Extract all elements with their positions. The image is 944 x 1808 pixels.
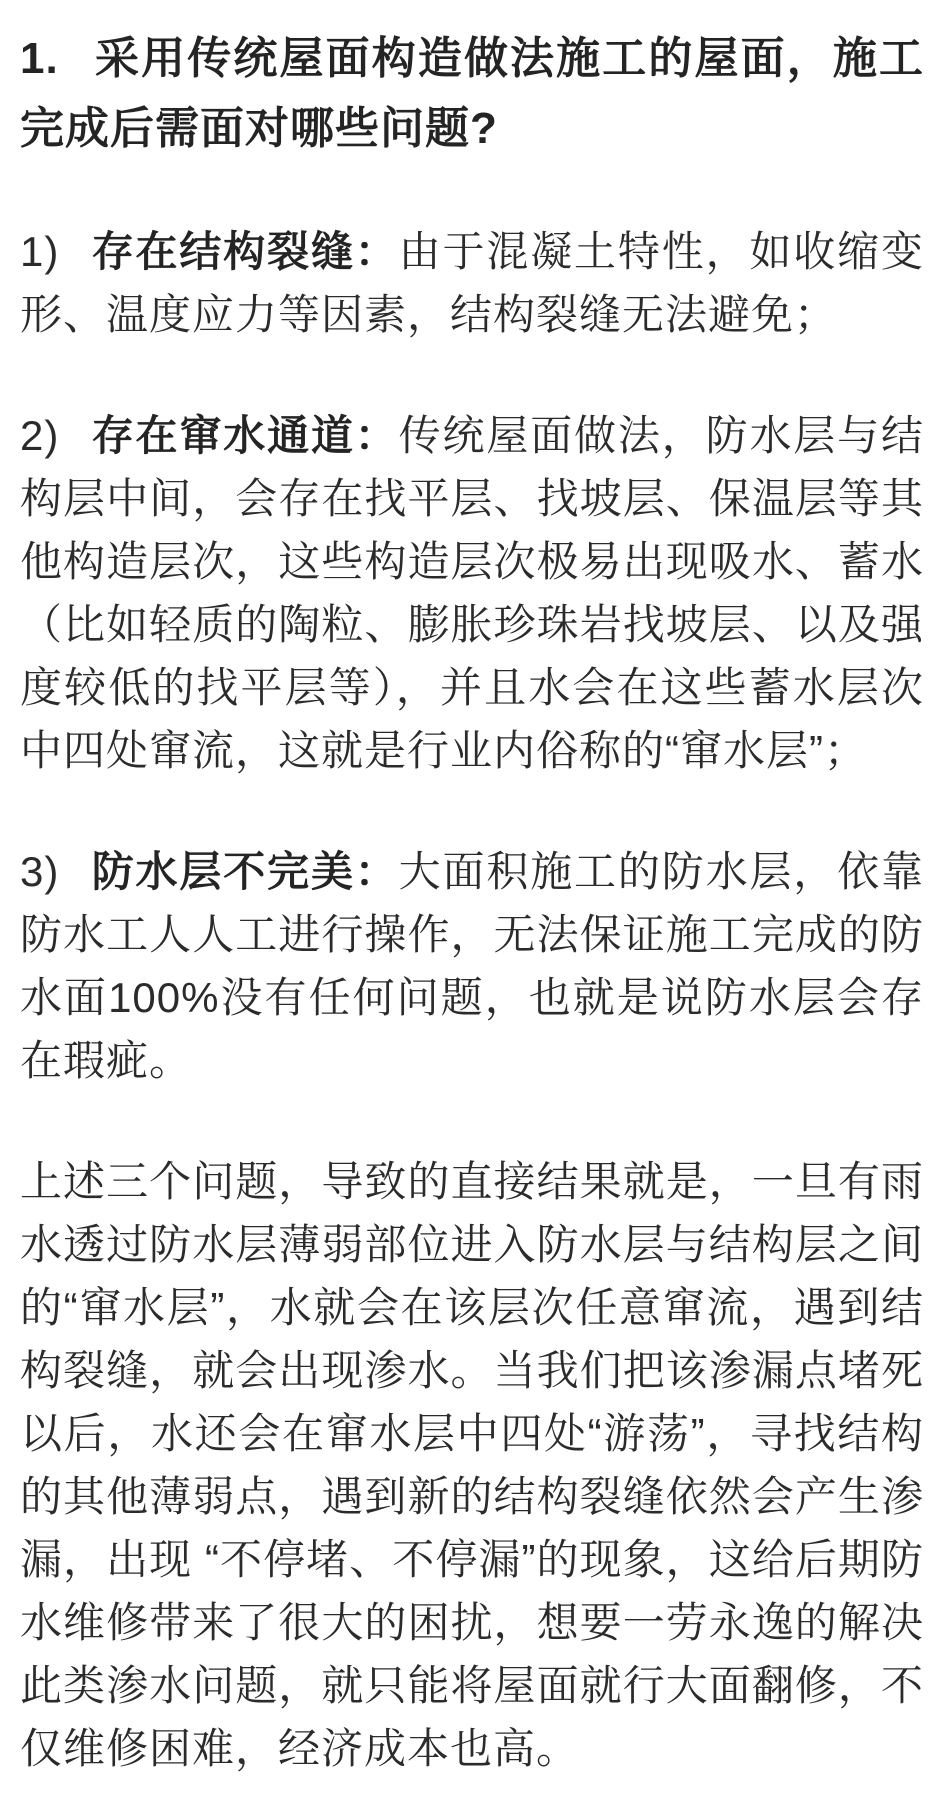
list-item-2 (20, 404, 924, 782)
list-item-3-lead: 防水层不完美： (90, 848, 399, 895)
list-item-3 (20, 840, 924, 1092)
list-item-2-number: 2) (20, 412, 60, 459)
title-number: 1. (20, 34, 59, 83)
list-item-2-body: 传统屋面做法，防水层与结构层中间，会存在找平层、找坡层、保温层等其他构造层次，这些构造层次极易出现吸水、蓄水（比如轻质的陶粒、膨胀珍珠岩找坡层、以及强度较低的找平层等），并且水会在这些蓄水层次中四处窜流，这就是行业内俗称的“窜水层”； (20, 412, 924, 774)
list-item-1-number: 1) (20, 228, 60, 275)
closing-paragraph: 上述三个问题，导致的直接结果就是，一旦有雨水透过防水层薄弱部位进入防水层与结构层之间的“窜水层”，水就会在该层次任意窜流，遇到结构裂缝，就会出现渗水。当我们把该渗漏点堵死以后，水还会在窜水层中四处“游荡”，寻找结构的其他薄弱点，遇到新的结构裂缝依然会产生渗漏，出现 “不停堵、不停漏”的现象，这给后期防水维修带来了很大的困扰，想要一劳永逸的解决此类渗水问题，就只能将屋面就行大面翻修，不仅维修困难，经济成本也高。 (20, 1158, 924, 1772)
list-item-3-number: 3) (20, 848, 60, 895)
list-item-1 (20, 220, 924, 346)
title-text: 采用传统屋面构造做法施工的屋面，施工完成后需面对哪些问题? (20, 34, 924, 153)
list-item-3-body: 大面积施工的防水层，依靠防水工人人工进行操作，无法保证施工完成的防水面100%没有任何问题，也就是说防水层会存在瑕疵。 (20, 848, 924, 1084)
list-item-1-lead: 存在结构裂缝： (90, 228, 399, 275)
article-title (20, 24, 924, 164)
list-item-2-lead: 存在窜水通道： (90, 412, 399, 459)
list-item-1-body: 由于混凝土特性，如收缩变形、温度应力等因素，结构裂缝无法避免； (20, 228, 924, 338)
